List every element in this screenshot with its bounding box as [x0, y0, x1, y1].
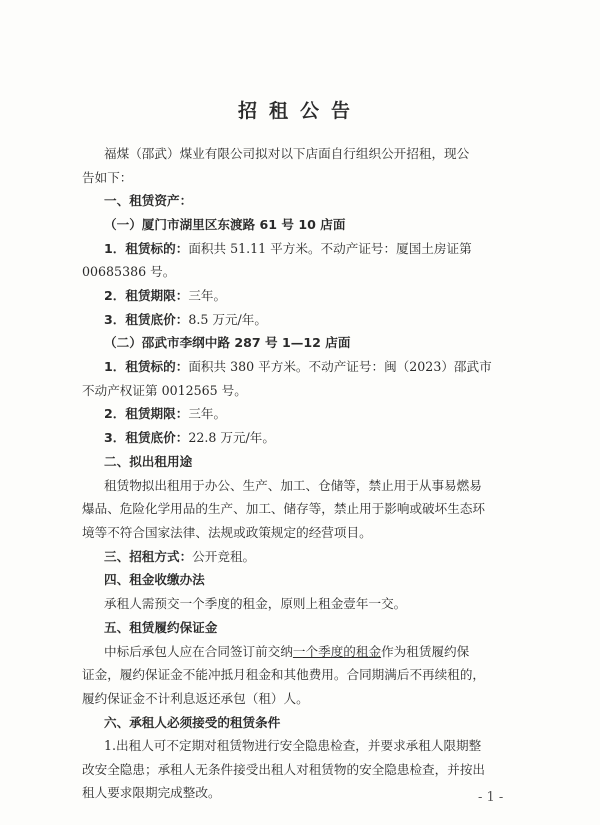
asset-b-item-2-text: 三年。	[188, 406, 227, 421]
section-3-text: 公开竞租。	[192, 549, 256, 564]
section-2-line-3: 境等不符合国家法律、法规或政策规定的经营项目。	[82, 525, 372, 540]
asset-b-item-1	[104, 355, 574, 379]
section-4-line-1: 承租人需预交一个季度的租金，原则上租金壹年一交。	[104, 596, 407, 611]
asset-b-item-2-label: 2．租赁期限：	[104, 406, 189, 421]
section-5-line-2: 证金，履约保证金不能冲抵月租金和其他费用。合同期满后不再续租的，	[82, 667, 485, 682]
section-4-heading: 四、租金收缴办法	[104, 572, 205, 587]
section-3-heading: 三、招租方式：	[104, 549, 193, 564]
intro-line-2: 告如下：	[82, 170, 133, 185]
asset-a-heading: （一）厦门市湖里区东渡路 61 号 10 店面	[104, 217, 346, 232]
intro-line-1: 福煤（邵武）煤业有限公司拟对以下店面自行组织公开招租，现公	[104, 146, 470, 161]
asset-b-item-3-text: 22.8 万元/年。	[188, 430, 275, 445]
asset-a-item-1-text: 面积共 51.11 平方米。不动产证号：厦国土房证第	[188, 241, 472, 256]
asset-b-heading: （二）邵武市李纲中路 287 号 1—12 店面	[104, 335, 351, 350]
asset-a-item-3-label: 3．租赁底价：	[104, 312, 189, 327]
asset-a-item-1	[104, 237, 574, 261]
asset-a-item-1-cont: 00685386 号。	[82, 264, 176, 279]
asset-b-item-1-label: 1．租赁标的：	[104, 359, 189, 374]
page-title: 招租公告	[237, 100, 362, 122]
section-5-line-3: 履约保证金不计利息返还承包（租）人。	[82, 691, 309, 706]
asset-b-item-3-label: 3．租赁底价：	[104, 430, 189, 445]
asset-a-item-2-label: 2．租赁期限：	[104, 288, 189, 303]
section-1-heading: 一、租赁资产：	[104, 193, 193, 208]
asset-b-item-1-cont: 不动产权证第 0012565 号。	[82, 383, 247, 398]
asset-b-item-2	[104, 402, 574, 426]
asset-a-item-1-label: 1．租赁标的：	[104, 241, 189, 256]
asset-a-item-2	[104, 284, 574, 308]
section-6-heading: 六、承租人必须接受的租赁条件	[104, 715, 281, 730]
asset-a-item-3-text: 8.5 万元/年。	[188, 312, 267, 327]
section-5-underlined-text: 一个季度的租金	[292, 644, 382, 659]
section-5-line-1	[104, 640, 574, 664]
section-6-line-1: 1.出租人可不定期对租赁物进行安全隐患检查，并要求承租人限期整	[104, 738, 482, 753]
section-6-line-2: 改安全隐患；承租人无条件接受出租人对租赁物的安全隐患检查，并按出	[82, 762, 485, 777]
section-2-heading: 二、拟出租用途	[104, 454, 193, 469]
section-5-line-1-pre: 中标后承包人应在合同签订前交纳	[104, 644, 293, 659]
asset-a-item-2-text: 三年。	[188, 288, 227, 303]
section-3	[104, 545, 574, 569]
section-5-heading: 五、租赁履约保证金	[104, 620, 218, 635]
asset-b-item-1-text: 面积共 380 平方米。不动产证号：闽（2023）邵武市	[188, 359, 492, 374]
page-number: - 1 -	[478, 790, 504, 805]
section-2-line-2: 爆品、危险化学用品的生产、加工、储存等，禁止用于影响或破坏生态环	[82, 501, 485, 516]
section-5-line-1-post: 作为租赁履约保	[381, 644, 470, 659]
section-6-line-3: 租人要求限期完成整改。	[82, 785, 221, 800]
section-2-line-1: 租赁物拟出租用于办公、生产、加工、仓储等，禁止用于从事易燃易	[104, 478, 482, 493]
asset-a-item-3	[104, 308, 574, 332]
asset-b-item-3	[104, 426, 574, 450]
